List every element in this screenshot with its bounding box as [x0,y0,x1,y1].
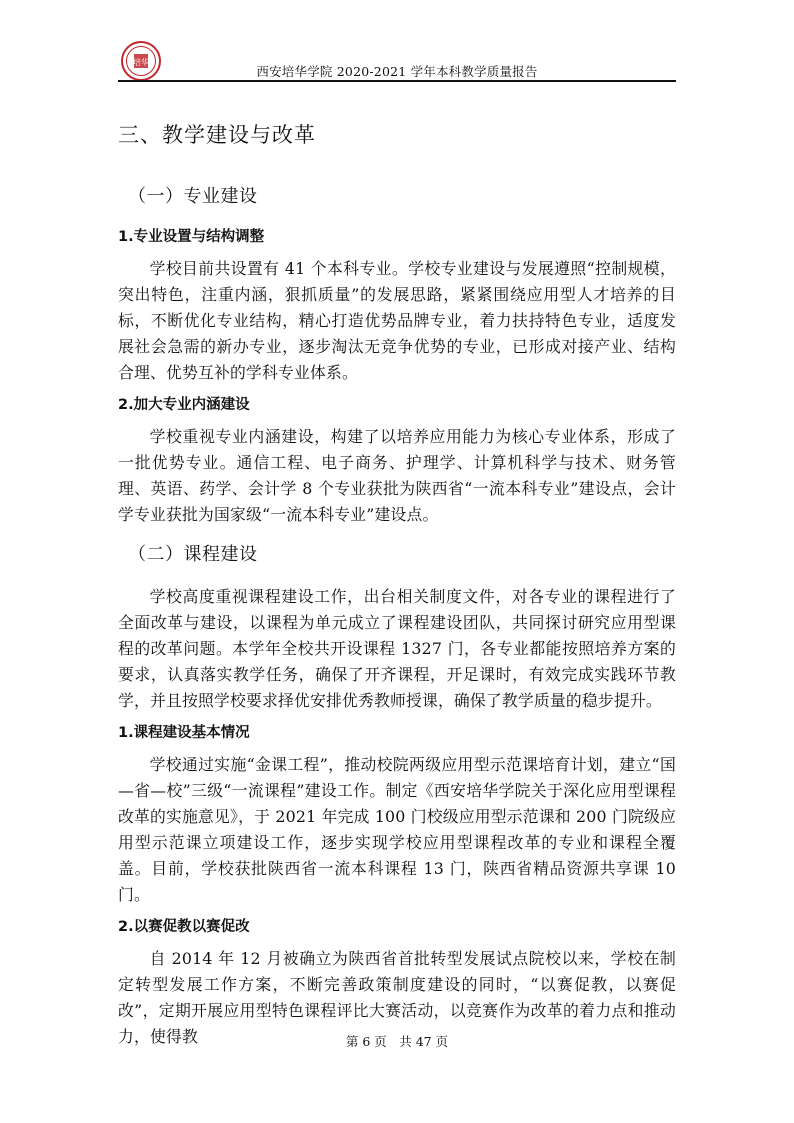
item-heading-major-connotation: 2.加大专业内涵建设 [118,397,250,413]
page-number: 第 6 页 共 47 页 [345,1034,449,1049]
paragraph-competition: 自 2014 年 12 月被确立为陕西省首批转型发展试点院校以来，学校在制定转型发展工作方案，不断完善政策制度建设的同时，“以赛促教，以赛促改”，定期开展应用型特色课程评比大赛活动，以竞赛作为改革的着力点和推动力，使得教 [118,949,676,1046]
item-heading-competition: 2.以赛促教以赛促改 [118,919,250,935]
page-content [118,118,676,1050]
header-title: 西安培华学院 2020-2021 学年本科教学质量报告 [256,64,538,79]
logo-text: 培华 [133,58,149,67]
item-heading-course-basic: 1.课程建设基本情况 [118,725,250,741]
paragraph-major-structure: 学校目前共设置有 41 个本科专业。学校专业建设与发展遵照“控制规模，突出特色，注重内涵，狠抓质量”的发展思路，紧紧围绕应用型人才培养的目标，不断优化专业结构，精心打造优势品牌专业，着力扶持特色专业，适度发展社会急需的新办专业，逐步淘汰无竞争优势的专业，已形成对接产业、结构合理、优势互补的学科专业体系。 [118,259,676,382]
paragraph-course-basic: 学校通过实施“金课工程”，推动校院两级应用型示范课培育计划，建立“国—省—校”三级“一流课程”建设工作。制定《西安培华学院关于深化应用型课程改革的实施意见》，于 2021 年完成 100 门校级应用型示范课和 200 门院级应用型示范课立项建设工作，逐步实现学校应用型课程改革的专业和课程全覆盖。目前，学校获批陕西省一流本科课程 13 门，陕西省精品资源共享课 10 门。 [118,755,676,904]
header-divider [118,80,676,82]
paragraph-course-intro: 学校高度重视课程建设工作，出台相关制度文件，对各专业的课程进行了全面改革与建设，以课程为单元成立了课程建设团队，共同探讨研究应用型课程的改革问题。本学年全校共开设课程 1327 门，各专业都能按照培养方案的要求，认真落实教学任务，确保了开齐课程，开足课时，有效完成实践环节教学，并且按照学校要求择优安排优秀教师授课，确保了教学质量的稳步提升。 [118,587,676,710]
paragraph-major-connotation: 学校重视专业内涵建设，构建了以培养应用能力为核心专业体系，形成了一批优势专业。通信工程、电子商务、护理学、计算机科学与技术、财务管理、英语、药学、会计学 8 个专业获批为陕西省“一流本科专业”建设点，会计学专业获批为国家级“一流本科专业”建设点。 [118,427,676,524]
subsection-title-major: （一）专业建设 [128,186,258,207]
item-heading-major-structure: 1.专业设置与结构调整 [118,229,265,245]
subsection-title-course: （二）课程建设 [128,544,258,565]
section-title: 三、教学建设与改革 [118,123,316,147]
